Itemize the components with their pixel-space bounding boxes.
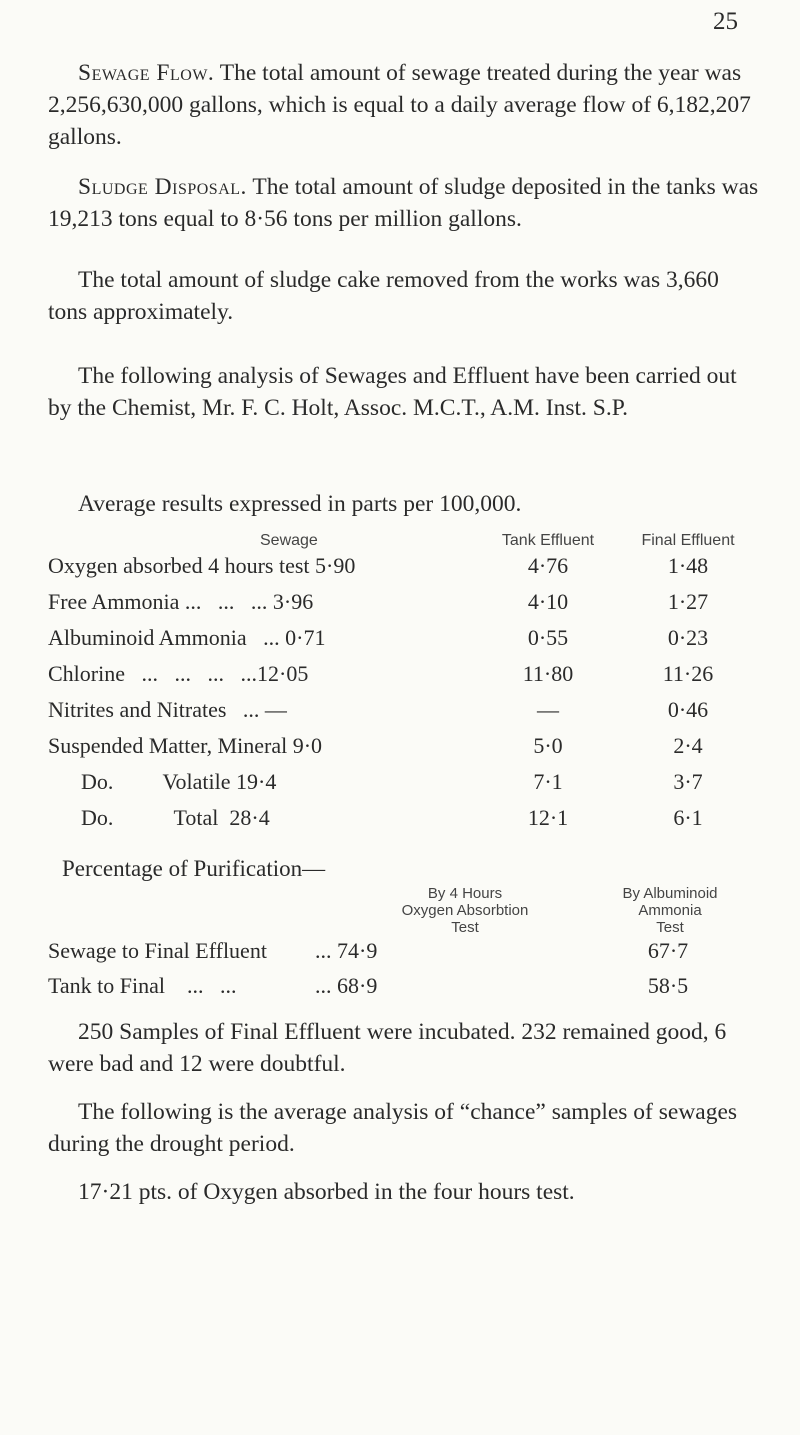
table-row bbox=[48, 696, 768, 724]
row-final: 2·4 bbox=[673, 733, 703, 758]
row-tank: 12·1 bbox=[527, 805, 569, 830]
row-label: Albuminoid Ammonia ... 0·71 bbox=[48, 625, 326, 650]
analysis-intro-paragraph: The following analysis of Sewages and Effluent have been carried out by the Chemist, Mr. F. C. Holt, Assoc. M.C.T., A.M. Inst. S.P. bbox=[48, 363, 737, 421]
row-label: Chlorine ... ... ... ...12·05 bbox=[48, 661, 309, 686]
purification-title-text: Percentage of Purification— bbox=[62, 856, 326, 881]
row-tank: 11·80 bbox=[522, 661, 574, 686]
table-row bbox=[48, 660, 768, 688]
oxygen-absorbed-line: 17·21 pts. of Oxygen absorbed in the four hours test. bbox=[78, 1179, 575, 1205]
purification-row-value-oxygen: ... 74·9 bbox=[315, 938, 378, 963]
row-final: 1·27 bbox=[667, 589, 709, 614]
row-label: Do. Total 28·4 bbox=[48, 805, 270, 830]
row-final: 3·7 bbox=[673, 769, 703, 794]
row-label: Free Ammonia ... ... ... 3·96 bbox=[48, 589, 314, 614]
row-tank: 7·1 bbox=[533, 769, 563, 794]
header-final-effluent: Final Effluent bbox=[641, 532, 735, 549]
table-row bbox=[48, 552, 768, 580]
row-final: 11·26 bbox=[662, 661, 714, 686]
table-row bbox=[48, 972, 768, 1000]
row-final: 0·23 bbox=[667, 625, 709, 650]
row-label: Suspended Matter, Mineral 9·0 bbox=[48, 733, 323, 758]
purification-col2-header: By Albuminoid Ammonia Test bbox=[622, 885, 718, 936]
sewage-flow-text: The total amount of sewage treated during the year was 2,256,630,000 gallons, which is equal to a daily average flow of 6,182,207 gallons. bbox=[48, 60, 751, 150]
row-tank: — bbox=[537, 697, 559, 722]
sludge-disposal-text: The total amount of sludge deposited in the tanks was 19,213 tons equal to 8·56 tons per million gallons. bbox=[48, 174, 759, 232]
row-final: 1·48 bbox=[667, 553, 709, 578]
table-row bbox=[48, 588, 768, 616]
row-final: 6·1 bbox=[673, 805, 703, 830]
chance-samples-paragraph: The following is the average analysis of “chance” samples of sewages during the drought period. bbox=[48, 1099, 738, 1157]
purification-row-value-albuminoid: 58·5 bbox=[647, 973, 689, 998]
purification-col1-header: By 4 Hours Oxygen Absorbtion Test bbox=[401, 885, 529, 936]
table-row bbox=[48, 768, 768, 796]
header-sewage: Sewage bbox=[260, 532, 318, 549]
row-tank: 5·0 bbox=[533, 733, 563, 758]
purification-row-value-albuminoid: 67·7 bbox=[647, 938, 689, 963]
row-final: 0·46 bbox=[667, 697, 709, 722]
sewage-flow-paragraph bbox=[48, 57, 763, 153]
table-row bbox=[48, 732, 768, 760]
row-label: Do. Volatile 19·4 bbox=[48, 769, 277, 794]
table-row bbox=[48, 804, 768, 832]
purification-row-value-oxygen: ... 68·9 bbox=[315, 973, 378, 998]
row-tank: 4·10 bbox=[527, 589, 569, 614]
average-results-line: Average results expressed in parts per 100,000. bbox=[78, 491, 522, 517]
row-label: Oxygen absorbed 4 hours test 5·90 bbox=[48, 553, 356, 578]
header-tank-effluent: Tank Effluent bbox=[501, 532, 595, 549]
row-tank: 4·76 bbox=[527, 553, 569, 578]
row-tank: 0·55 bbox=[527, 625, 569, 650]
table-row bbox=[48, 624, 768, 652]
purification-row-label: Sewage to Final Effluent bbox=[48, 938, 267, 963]
page-number: 25 bbox=[713, 8, 738, 35]
sludge-disposal-paragraph bbox=[48, 171, 763, 235]
sewage-flow-heading: Sewage Flow. bbox=[78, 60, 215, 86]
purification-title bbox=[62, 855, 782, 883]
sludge-cake-paragraph: The total amount of sludge cake removed from the works was 3,660 tons approximately. bbox=[48, 267, 719, 325]
sludge-disposal-heading: Sludge Disposal. bbox=[78, 174, 247, 200]
row-label: Nitrites and Nitrates ... — bbox=[48, 697, 287, 722]
table-row bbox=[48, 937, 768, 965]
purification-row-label: Tank to Final ... ... bbox=[48, 973, 237, 998]
incubation-paragraph: 250 Samples of Final Effluent were incubated. 232 remained good, 6 were bad and 12 were doubtful. bbox=[48, 1019, 727, 1077]
